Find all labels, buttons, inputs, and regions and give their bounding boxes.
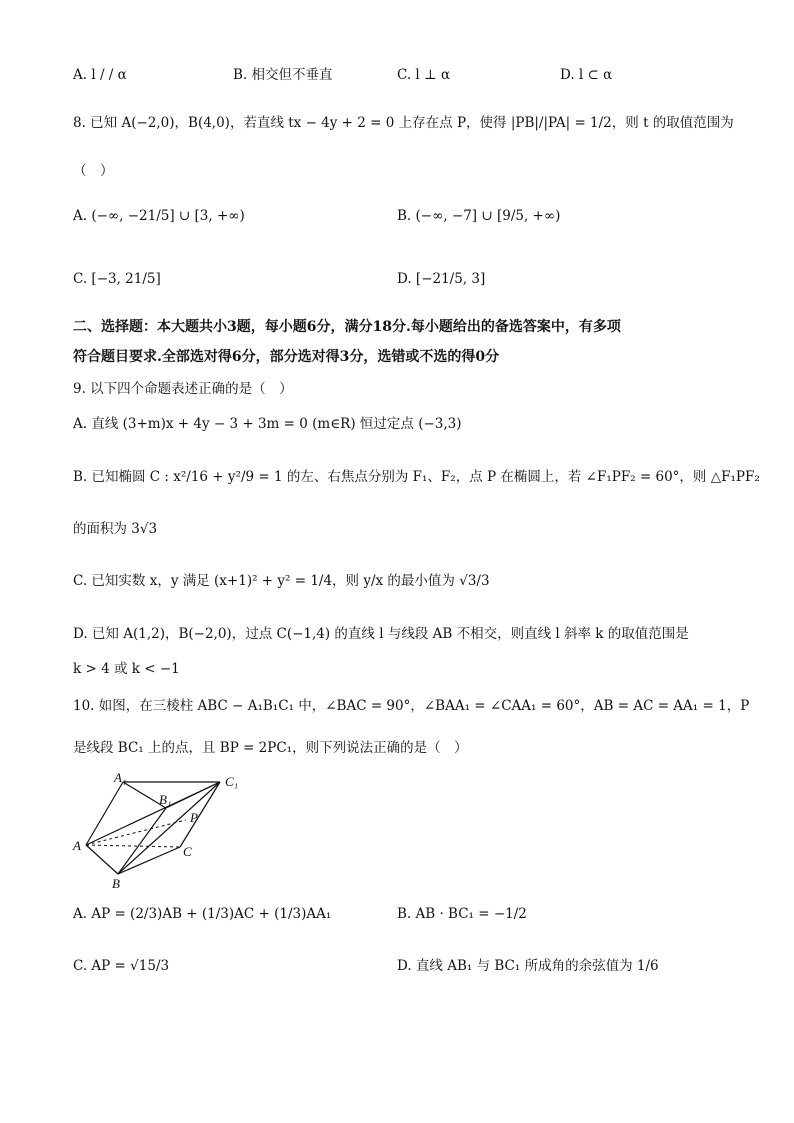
q7-option-a: A. l / / α <box>73 67 127 83</box>
label-a: A <box>73 838 81 853</box>
q9-option-d: D. 已知 A(1,2)，B(−2,0)，过点 C(−1,4) 的直线 l 与线段 AB 不相交，则直线 l 斜率 k 的取值范围是 <box>73 626 689 642</box>
label-a1: A₁ <box>114 770 127 785</box>
q8-stem: 8. 已知 A(−2,0)，B(4,0)，若直线 tx − 4y + 2 = 0 上存在点 P，使得 |PB|/|PA| = 1/2，则 t 的取值范围为 <box>73 115 734 131</box>
q9-option-d-cont: k > 4 或 k < −1 <box>73 661 180 677</box>
q7-option-d: D. l ⊂ α <box>560 67 613 83</box>
q10-option-b: B. AB · BC₁ = −1/2 <box>397 906 527 922</box>
q8-option-a: A. (−∞, −21/5] ∪ [3, +∞) <box>73 208 245 224</box>
q9-option-b: B. 已知椭圆 C : x²/16 + y²/9 = 1 的左、右焦点分别为 F₁、F₂，点 P 在椭圆上，若 ∠F₁PF₂ = 60°，则 △F₁PF₂ <box>73 469 760 485</box>
q9-option-a: A. 直线 (3+m)x + 4y − 3 + 3m = 0 (m∈R) 恒过定点 (−3,3) <box>73 416 462 432</box>
q7-option-c: C. l ⊥ α <box>397 67 451 83</box>
q8-option-b: B. (−∞, −7] ∪ [9/5, +∞) <box>397 208 561 224</box>
label-c1: C₁ <box>225 774 239 789</box>
q10-option-d: D. 直线 AB₁ 与 BC₁ 所成角的余弦值为 1/6 <box>397 958 659 974</box>
q8-option-d: D. [−21/5, 3] <box>397 271 486 287</box>
q8-paren: （ ） <box>73 163 114 179</box>
label-p: P <box>190 810 198 825</box>
label-b: B <box>112 876 120 891</box>
label-c: C <box>183 844 192 859</box>
q9-option-b-cont: 的面积为 3√3 <box>73 521 158 537</box>
triangular-prism-figure <box>70 770 270 892</box>
q10-stem-cont: 是线段 BC₁ 上的点，且 BP = 2PC₁，则下列说法正确的是（ ） <box>73 740 468 756</box>
q10-option-c: C. AP = √15/3 <box>73 958 170 974</box>
q9-option-c: C. 已知实数 x，y 满足 (x+1)² + y² = 1/4，则 y/x 的最小值为 √3/3 <box>73 573 490 589</box>
q9-stem: 9. 以下四个命题表述正确的是（ ） <box>73 381 293 397</box>
q7-option-b: B. 相交但不垂直 <box>233 67 333 83</box>
q10-stem: 10. 如图，在三棱柱 ABC − A₁B₁C₁ 中，∠BAC = 90°，∠BAA₁ = ∠CAA₁ = 60°，AB = AC = AA₁ = 1，P <box>73 698 750 714</box>
section-heading-line2: 符合题目要求.全部选对得6分，部分选对得3分，选错或不选的得0分 <box>73 349 500 365</box>
q10-option-a: A. AP = (2/3)AB + (1/3)AC + (1/3)AA₁ <box>73 906 332 922</box>
q8-option-c: C. [−3, 21/5] <box>73 271 161 287</box>
label-b1: B₁ <box>159 792 172 807</box>
section-heading-line1: 二、选择题：本大题共小3题，每小题6分，满分18分.每小题给出的备选答案中，有多项 <box>73 319 621 335</box>
